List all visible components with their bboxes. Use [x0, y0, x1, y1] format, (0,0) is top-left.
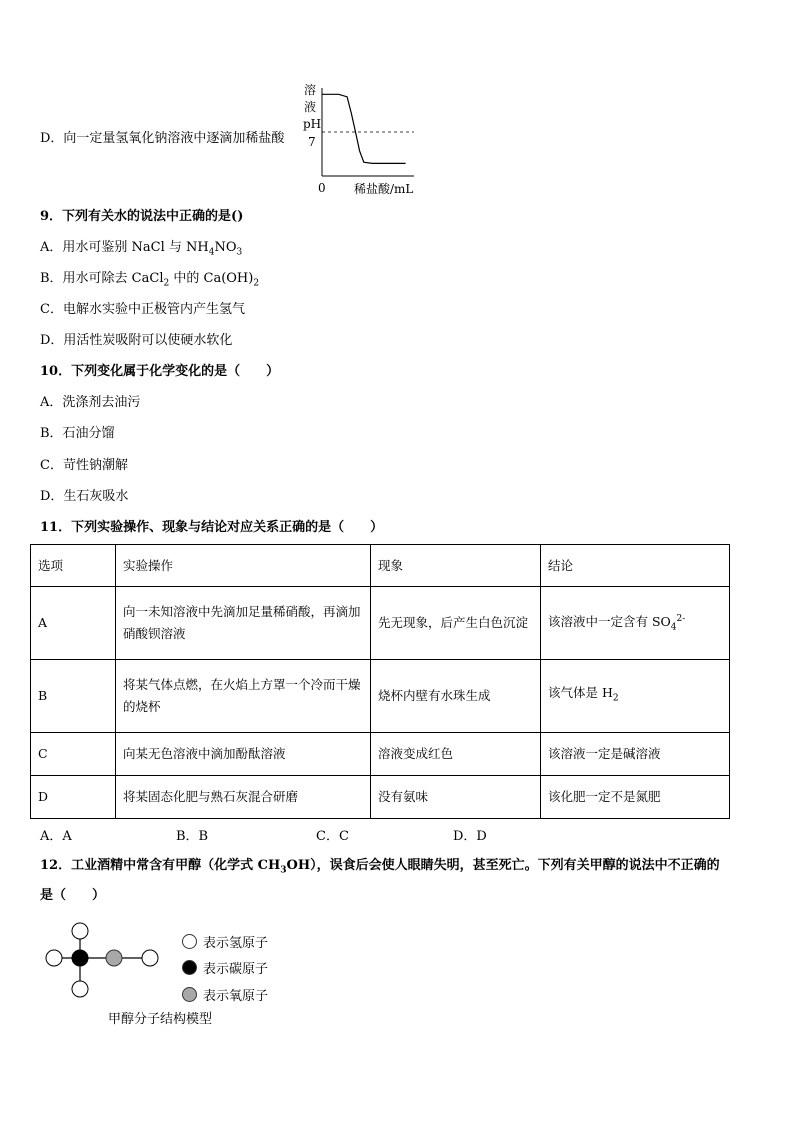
q11-option-d: D．D: [453, 829, 487, 844]
hydrogen-atom-right: [142, 950, 158, 966]
y-label-3: pH: [303, 117, 322, 131]
table-row: [31, 587, 730, 660]
row-operation: 向某无色溶液中滴加酚酞溶液: [116, 733, 371, 776]
q9-stem: 9．下列有关水的说法中正确的是(): [40, 209, 244, 224]
header-operation: 实验操作: [116, 545, 371, 587]
header-phenomenon: 现象: [371, 545, 541, 587]
hydrogen-atom-top: [72, 923, 88, 939]
q10-stem: 10．下列变化属于化学变化的是（ ）: [40, 364, 280, 379]
hydrogen-legend-icon: [182, 934, 197, 949]
table-header-row: [31, 545, 730, 587]
hydrogen-atom-left: [46, 950, 62, 966]
q11-option-a: A．A: [40, 829, 72, 844]
row-option: D: [31, 776, 116, 819]
q10-option-c: C．苛性钠潮解: [40, 458, 128, 473]
q9-option-c: C．电解水实验中正极管内产生氢气: [40, 302, 245, 317]
q11-option-c: C．C: [316, 829, 349, 844]
experiment-table: [30, 544, 730, 819]
q8-option-d: D．向一定量氢氧化钠溶液中逐滴加稀盐酸: [40, 131, 285, 146]
q9-option-a: A．用水可鉴别 NaCl 与 $NH_4NO_3$: [40, 240, 243, 258]
header-conclusion: 结论: [541, 545, 730, 587]
q9-option-d: D．用活性炭吸附可以使硬水软化: [40, 333, 233, 348]
header-option: 选项: [31, 545, 116, 587]
hydrogen-atom-bottom: [72, 981, 88, 997]
carbon-legend-icon: [182, 960, 197, 975]
q10-option-b: B．石油分馏: [40, 426, 115, 441]
row-conclusion: 该溶液一定是碱溶液: [541, 733, 730, 776]
carbon-atom: [72, 950, 88, 966]
oxygen-atom: [106, 950, 122, 966]
row-conclusion: 该溶液中一定含有 $SO_4^{2-}$: [541, 587, 730, 660]
row-conclusion: 该气体是 $H_2$: [541, 660, 730, 733]
table-row: [31, 733, 730, 776]
row-operation: 将某固态化肥与熟石灰混合研磨: [116, 776, 371, 819]
q12-stem-line2: 是（ ）: [40, 888, 106, 903]
ph-curve: [322, 94, 406, 163]
row-operation: 向一未知溶液中先滴加足量稀硝酸，再滴加硝酸钡溶液: [116, 587, 371, 660]
row-operation: 将某气体点燃，在火焰上方罩一个冷而干燥的烧杯: [116, 660, 371, 733]
q12-stem-line1: 12．工业酒精中常含有甲醇（化学式 $CH_3OH$），误食后会使人眼睛失明，甚至死亡。下列有关甲醇的说法中不正确的: [40, 858, 720, 876]
table-row: [31, 660, 730, 733]
row-phenomenon: 先无现象，后产生白色沉淀: [371, 587, 541, 660]
legend-hydrogen: 表示氢原子: [182, 932, 268, 951]
oxygen-legend-icon: [182, 987, 197, 1002]
row-phenomenon: 没有氨味: [371, 776, 541, 819]
legend-oxygen: 表示氧原子: [182, 985, 268, 1004]
x-axis-label: 稀盐酸/mL: [354, 182, 414, 196]
q9-option-b: B．用水可除去 CaCl$_2$ 中的 $Ca(OH)_2$: [40, 271, 260, 289]
legend-carbon: 表示碳原子: [182, 958, 268, 977]
molecule-caption: 甲醇分子结构模型: [108, 1012, 213, 1027]
q10-option-a: A．洗涤剂去油污: [40, 395, 141, 410]
y-label-2: 液: [304, 100, 317, 114]
row-conclusion: 该化肥一定不是氮肥: [541, 776, 730, 819]
table-row: [31, 776, 730, 819]
row-phenomenon: 烧杯内壁有水珠生成: [371, 660, 541, 733]
methanol-molecule-model: [40, 918, 170, 1004]
row-option: C: [31, 733, 116, 776]
ph-chart: [302, 80, 432, 200]
q11-option-b: B．B: [176, 829, 209, 844]
q10-option-d: D．生石灰吸水: [40, 489, 129, 504]
row-option: B: [31, 660, 116, 733]
origin-label: 0: [318, 181, 326, 195]
row-phenomenon: 溶液变成红色: [371, 733, 541, 776]
row-option: A: [31, 587, 116, 660]
q11-stem: 11．下列实验操作、现象与结论对应关系正确的是（ ）: [40, 520, 384, 535]
y-tick-7: 7: [308, 135, 316, 149]
y-label-1: 溶: [304, 83, 317, 97]
